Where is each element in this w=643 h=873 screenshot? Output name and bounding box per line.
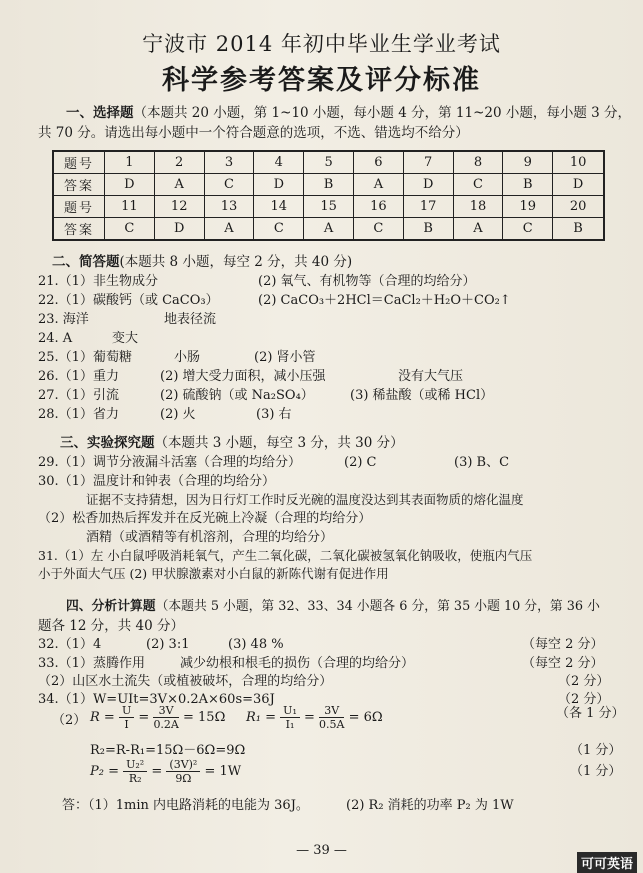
table-cell: 18: [453, 196, 503, 218]
answer-25-2: 小肠: [174, 350, 201, 365]
answer-21-1: 21.（1）非生物成分: [38, 274, 158, 289]
score-33-2: （2 分）: [558, 674, 610, 689]
section-4-heading: 四、分析计算题（本题共 5 小题，第 32、33、34 小题各 6 分，第 35 小题 10 分，第 36 小: [66, 599, 600, 614]
table-cell: C: [353, 218, 403, 241]
answer-31-2: 小于外面大气压 (2) 甲状腺激素对小白鼠的新陈代谢有促进作用: [38, 566, 389, 581]
table-cell: B: [553, 218, 604, 241]
table-row-header: 题号: [53, 151, 105, 174]
table-cell: A: [304, 218, 354, 241]
answer-26-3: 没有大气压: [398, 369, 464, 384]
answer-31-1: 31.（1）左 小白鼠呼吸消耗氧气，产生二氧化碳，二氧化碳被氢氧化钠吸收，使瓶内气压: [38, 548, 533, 563]
answer-32-1: 32.（1）4: [38, 637, 102, 652]
section-1-heading: 一、选择题（本题共 20 小题，第 1~10 小题，每小题 4 分，第 11~20 小题，每小题 3 分，: [66, 105, 632, 121]
answer-29-1: 29.（1）调节分液漏斗活塞（合理的均给分）: [38, 455, 301, 470]
table-cell: C: [254, 218, 304, 241]
answer-30-evidence: 证据不支持猜想，因为日行灯工作时反光碗的温度没达到其表面物质的熔化温度: [86, 492, 524, 507]
answer-28-1: 28.（1）省力: [38, 407, 119, 422]
answer-title: 科学参考答案及评分标准: [162, 65, 481, 96]
table-row-header: 答案: [53, 174, 105, 196]
table-row: [53, 218, 604, 241]
table-cell: A: [204, 218, 254, 241]
answer-25-3: (2) 肾小管: [254, 350, 316, 365]
watermark-logo: 可可英语: [577, 852, 637, 873]
table-cell: 3: [204, 151, 254, 174]
answer-26-1: 26.（1）重力: [38, 369, 119, 384]
table-cell: 9: [503, 151, 553, 174]
answer-32-2: (2) 3:1: [146, 637, 190, 652]
answer-30-3: 酒精（或酒精等有机溶剂，合理的均给分）: [86, 530, 334, 545]
table-cell: D: [254, 174, 304, 196]
formula-r2: R₂=R-R₁=15Ω－6Ω=9Ω: [90, 743, 246, 758]
table-cell: A: [453, 218, 503, 241]
table-cell: 7: [403, 151, 453, 174]
table-cell: A: [353, 174, 403, 196]
answer-28-2: (2) 火: [160, 407, 196, 422]
score-33: （每空 2 分）: [522, 656, 604, 671]
section-3-heading: 三、实验探究题（本题共 3 小题，每空 3 分，共 30 分）: [60, 435, 404, 451]
score-34-3: （1 分）: [570, 743, 622, 758]
table-cell: 14: [254, 196, 304, 218]
table-cell: C: [204, 174, 254, 196]
table-cell: 4: [254, 151, 304, 174]
answer-28-3: (3) 右: [256, 407, 292, 422]
table-row-header: 答案: [53, 218, 105, 241]
table-cell: 2: [154, 151, 204, 174]
table-cell: C: [453, 174, 503, 196]
answer-29-3: (3) B、C: [454, 455, 510, 470]
answer-29-2: (2) C: [344, 455, 377, 470]
table-cell: 17: [403, 196, 453, 218]
answer-26-2: (2) 增大受力面积，减小压强: [160, 369, 326, 384]
answer-32-3: (3) 48 %: [228, 637, 284, 652]
answer-34-conclusion-1: 答：（1）1min 内电路消耗的电能为 36J。: [62, 798, 309, 813]
table-cell: 11: [105, 196, 155, 218]
table-cell: 19: [503, 196, 553, 218]
answer-27-2: (2) 硫酸钠（或 Na₂SO₄）: [160, 388, 314, 403]
section-1-desc: 共 70 分。请选出每小题中一个符合题意的选项，不选、错选均不给分）: [38, 125, 469, 141]
table-cell: 16: [353, 196, 403, 218]
exam-title: 宁波市 2014 年初中毕业生学业考试: [142, 32, 501, 56]
answer-21-2: (2) 氧气、有机物等（合理的均给分）: [258, 274, 476, 289]
table-cell: 8: [453, 151, 503, 174]
table-cell: D: [553, 174, 604, 196]
formula-p2: P₂ = $\frac{\text{U₂²}}{\text{R₂}}$ = $\frac{\text{(3V)²}}{9\Omega}$ = 1W: [90, 758, 242, 785]
page-number: — 39 —: [296, 843, 347, 858]
table-cell: 20: [553, 196, 604, 218]
formula-r: R = $\frac{U}{I}$ = $\frac{3V}{0.2A}$ = 15Ω: [90, 704, 226, 731]
table-cell: B: [503, 174, 553, 196]
answer-24-1: 24. A: [38, 331, 73, 346]
formula-r1: R₁ = $\frac{\text{U₁}}{\text{I₁}}$ = $\frac{3V}{0.5A}$ = 6Ω: [246, 704, 383, 731]
answer-table: [52, 150, 605, 241]
answer-33-3: （2）山区水土流失（或植被破坏，合理的均给分）: [38, 674, 333, 689]
table-cell: D: [403, 174, 453, 196]
table-cell: 12: [154, 196, 204, 218]
table-cell: D: [105, 174, 155, 196]
answer-23-1: 23. 海洋: [38, 312, 89, 327]
answer-27-3: (3) 稀盐酸（或稀 HCl）: [350, 388, 494, 403]
score-34-4: （1 分）: [570, 764, 622, 779]
answer-30-2: （2）松香加热后挥发并在反光碗上冷凝（合理的均给分）: [38, 511, 372, 526]
table-cell: A: [154, 174, 204, 196]
answer-34-1: 34.（1）W=UIt=3V×0.2A×60s=36J: [38, 692, 275, 707]
section-4-desc: 题各 12 分，共 40 分）: [38, 618, 185, 634]
section-2-heading: 二、简答题(本题共 8 小题，每空 2 分，共 40 分): [52, 254, 353, 270]
table-cell: D: [154, 218, 204, 241]
score-34-1: （2 分）: [558, 692, 610, 707]
answer-30-1: 30.（1）温度计和钟表（合理的均给分）: [38, 474, 275, 489]
table-cell: 5: [304, 151, 354, 174]
table-row: [53, 151, 604, 174]
table-row: [53, 196, 604, 218]
answer-34-conclusion-2: (2) R₂ 消耗的功率 P₂ 为 1W: [346, 798, 514, 813]
answer-22-1: 22.（1）碳酸钙（或 CaCO₃）: [38, 293, 219, 308]
table-cell: 1: [105, 151, 155, 174]
table-cell: C: [503, 218, 553, 241]
table-cell: 6: [353, 151, 403, 174]
answer-23-2: 地表径流: [164, 312, 217, 327]
answer-25-1: 25.（1）葡萄糖: [38, 350, 132, 365]
table-cell: B: [304, 174, 354, 196]
score-34-2: （各 1 分）: [556, 706, 625, 721]
answer-33-1: 33.（1）蒸腾作用: [38, 656, 145, 671]
answer-22-2: (2) CaCO₃＋2HCl＝CaCl₂＋H₂O＋CO₂↑: [258, 293, 511, 308]
table-cell: 10: [553, 151, 604, 174]
table-cell: B: [403, 218, 453, 241]
answer-34-2-label: （2）: [52, 713, 87, 728]
table-row: [53, 174, 604, 196]
table-cell: 15: [304, 196, 354, 218]
table-cell: C: [105, 218, 155, 241]
table-cell: 13: [204, 196, 254, 218]
score-32: （每空 2 分）: [522, 637, 604, 652]
answer-27-1: 27.（1）引流: [38, 388, 119, 403]
table-row-header: 题号: [53, 196, 105, 218]
answer-24-2: 变大: [112, 331, 139, 346]
answer-33-2: 减少幼根和根毛的损伤（合理的均给分）: [180, 656, 415, 671]
